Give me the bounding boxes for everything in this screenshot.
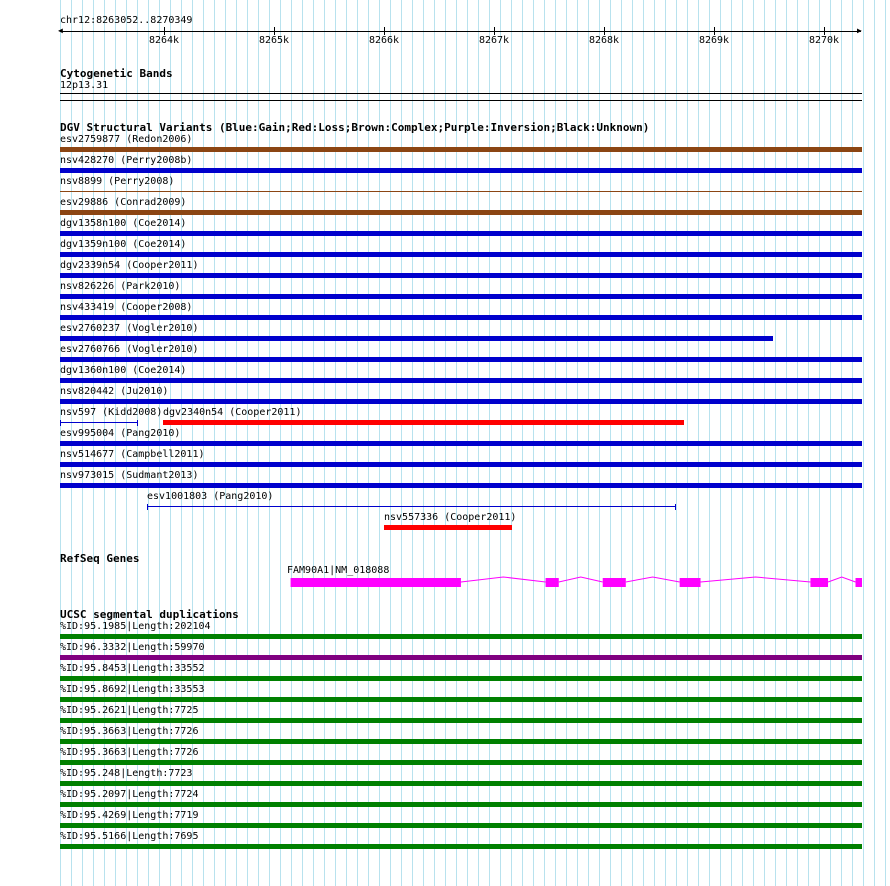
exon-block[interactable]: [291, 578, 461, 587]
exon-block[interactable]: [603, 578, 626, 587]
gene-model[interactable]: [0, 574, 890, 590]
segdup-label[interactable]: %ID:95.5166|Length:7695: [60, 831, 199, 842]
ruler-tick: [714, 27, 715, 35]
ruler-tick-label: 8265k: [258, 35, 290, 46]
ruler-right-arrow-icon: ▶: [857, 26, 862, 35]
segdup-label[interactable]: %ID:95.2097|Length:7724: [60, 789, 199, 800]
variant-label[interactable]: nsv428270 (Perry2008b): [60, 155, 193, 166]
segdup-bar[interactable]: [60, 718, 862, 723]
variant-label[interactable]: dgv1360n100 (Coe2014): [60, 365, 187, 376]
variant-label[interactable]: esv1001803 (Pang2010): [147, 491, 274, 502]
variant-start-cap: [60, 420, 61, 426]
segdup-label[interactable]: %ID:95.3663|Length:7726: [60, 726, 199, 737]
segdup-bar[interactable]: [60, 739, 862, 744]
variant-bar[interactable]: [60, 210, 862, 215]
variant-end-cap: [137, 420, 138, 426]
ruler-left-arrow-icon: ◀: [58, 26, 63, 35]
variant-bar[interactable]: [60, 231, 862, 236]
variant-bar[interactable]: [60, 336, 773, 341]
segdup-label[interactable]: %ID:96.3332|Length:59970: [60, 642, 205, 653]
variant-label[interactable]: esv2760766 (Vogler2010): [60, 344, 199, 355]
variant-label[interactable]: nsv973015 (Sudmant2013): [60, 470, 199, 481]
segdup-label[interactable]: %ID:95.248|Length:7723: [60, 768, 193, 779]
variant-label[interactable]: esv995004 (Pang2010): [60, 428, 181, 439]
segdup-bar[interactable]: [60, 760, 862, 765]
segdup-bar[interactable]: [60, 781, 862, 786]
variant-bar[interactable]: [60, 378, 862, 383]
variant-label[interactable]: nsv433419 (Cooper2008): [60, 302, 193, 313]
exon-block[interactable]: [810, 578, 828, 587]
segdup-bar[interactable]: [60, 823, 862, 828]
variant-bar[interactable]: [60, 462, 862, 467]
ruler-tick: [274, 27, 275, 35]
gene-label[interactable]: FAM90A1|NM_018088: [287, 565, 390, 576]
variant-bar[interactable]: [60, 147, 862, 152]
variant-label[interactable]: nsv597 (Kidd2008): [60, 407, 163, 418]
cytoband-label: 12p13.31: [60, 80, 109, 91]
intron-line: [461, 577, 546, 582]
variant-label[interactable]: dgv1358n100 (Coe2014): [60, 218, 187, 229]
segdup-label[interactable]: %ID:95.2621|Length:7725: [60, 705, 199, 716]
intron-line: [701, 577, 811, 582]
intron-line: [559, 577, 603, 582]
variant-bar[interactable]: [60, 252, 862, 257]
variant-bar[interactable]: [60, 357, 862, 362]
cytoband-bottom-edge: [60, 100, 862, 101]
ruler-tick: [604, 27, 605, 35]
variant-bar[interactable]: [60, 273, 862, 278]
segdup-track-title: UCSC segmental duplications: [60, 608, 239, 621]
segdup-bar[interactable]: [60, 676, 862, 681]
variant-bar[interactable]: [60, 441, 862, 446]
cytoband-track-title: Cytogenetic Bands: [60, 67, 173, 80]
segdup-label[interactable]: %ID:95.8453|Length:33552: [60, 663, 205, 674]
grid-line: [885, 0, 886, 886]
variant-start-cap: [147, 504, 148, 510]
variant-label[interactable]: esv2759877 (Redon2006): [60, 134, 193, 145]
exon-block[interactable]: [546, 578, 559, 587]
ruler-tick: [164, 27, 165, 35]
segdup-label[interactable]: %ID:95.1985|Length:202104: [60, 621, 211, 632]
variant-bar[interactable]: [60, 399, 862, 404]
refseq-track-title: RefSeq Genes: [60, 552, 140, 565]
segdup-label[interactable]: %ID:95.4269|Length:7719: [60, 810, 199, 821]
variant-label[interactable]: nsv557336 (Cooper2011): [384, 512, 517, 523]
cytoband-top-edge: [60, 93, 862, 94]
dgv-track-title: DGV Structural Variants (Blue:Gain;Red:Loss;Brown:Complex;Purple:Inversion;Black:Unknown): [60, 121, 650, 134]
segdup-bar[interactable]: [60, 655, 862, 660]
ruler-tick: [384, 27, 385, 35]
segdup-bar[interactable]: [60, 634, 862, 639]
variant-bar[interactable]: [60, 483, 862, 488]
variant-line[interactable]: [147, 506, 676, 507]
intron-line: [828, 577, 855, 582]
segdup-label[interactable]: %ID:95.8692|Length:33553: [60, 684, 205, 695]
exon-block[interactable]: [856, 578, 862, 587]
ruler-tick-label: 8270k: [808, 35, 840, 46]
variant-bar[interactable]: [384, 525, 512, 530]
variant-label[interactable]: dgv2340n54 (Cooper2011): [163, 407, 302, 418]
ruler-tick-label: 8264k: [148, 35, 180, 46]
grid-line: [874, 0, 875, 886]
ruler-tick: [824, 27, 825, 35]
variant-label[interactable]: nsv514677 (Campbell2011): [60, 449, 205, 460]
segdup-bar[interactable]: [60, 844, 862, 849]
ruler-tick-label: 8269k: [698, 35, 730, 46]
ruler-tick-label: 8266k: [368, 35, 400, 46]
segdup-bar[interactable]: [60, 697, 862, 702]
ruler-tick-label: 8267k: [478, 35, 510, 46]
variant-line[interactable]: [60, 422, 138, 423]
variant-label[interactable]: dgv1359n100 (Coe2014): [60, 239, 187, 250]
variant-label[interactable]: esv29886 (Conrad2009): [60, 197, 187, 208]
variant-label[interactable]: esv2760237 (Vogler2010): [60, 323, 199, 334]
variant-bar[interactable]: [60, 168, 862, 173]
variant-label[interactable]: dgv2339n54 (Cooper2011): [60, 260, 199, 271]
variant-line[interactable]: [60, 191, 862, 192]
ruler-axis-line: [61, 31, 861, 32]
variant-bar[interactable]: [163, 420, 684, 425]
segdup-bar[interactable]: [60, 802, 862, 807]
variant-bar[interactable]: [60, 294, 862, 299]
variant-label[interactable]: nsv820442 (Ju2010): [60, 386, 169, 397]
variant-end-cap: [675, 504, 676, 510]
segdup-label[interactable]: %ID:95.3663|Length:7726: [60, 747, 199, 758]
grid-line: [863, 0, 864, 886]
exon-block[interactable]: [680, 578, 701, 587]
variant-bar[interactable]: [60, 315, 862, 320]
ruler-range-label: chr12:8263052..8270349: [60, 15, 193, 26]
ruler-tick-label: 8268k: [588, 35, 620, 46]
intron-line: [626, 577, 680, 582]
variant-label[interactable]: nsv8899 (Perry2008): [60, 176, 175, 187]
variant-label[interactable]: nsv826226 (Park2010): [60, 281, 181, 292]
ruler-tick: [494, 27, 495, 35]
